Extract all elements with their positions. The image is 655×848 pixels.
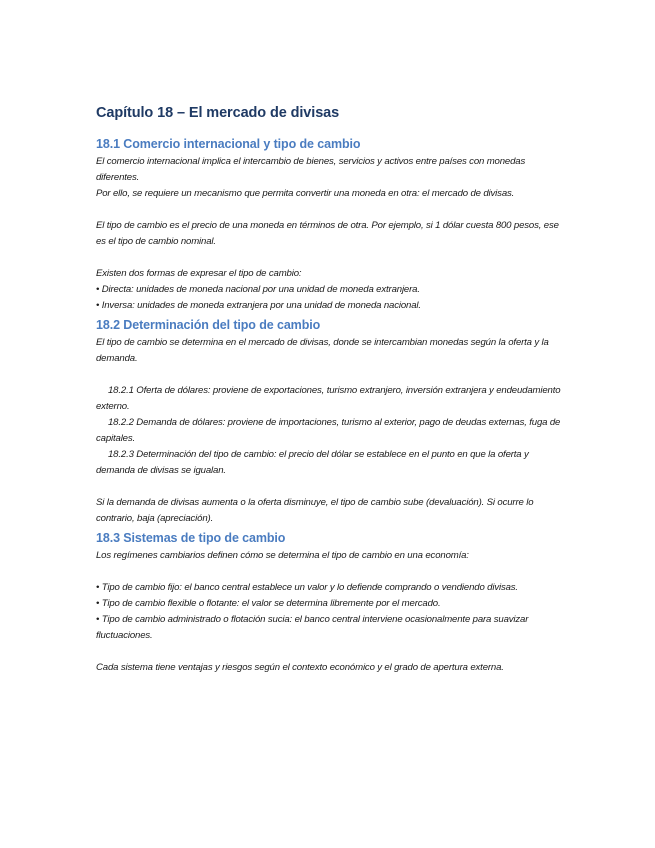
paragraph: Los regímenes cambiarios definen cómo se determina el tipo de cambio en una economía:: [96, 550, 469, 561]
paragraph: Si la demanda de divisas aumenta o la oferta disminuye, el tipo de cambio sube (devaluación). Si ocurre lo contrario, baja (apreciación).: [96, 497, 534, 524]
section-18-3: [96, 530, 564, 676]
blank-line: [96, 250, 564, 266]
paragraph: El tipo de cambio se determina en el mercado de divisas, donde se intercambian monedas según la oferta y la demanda.: [96, 337, 549, 364]
paragraph: El comercio internacional implica el intercambio de bienes, servicios y activos entre países con monedas diferentes.: [96, 156, 526, 183]
subsection-item: 18.2.2 Demanda de dólares: proviene de importaciones, turismo al exterior, pago de deudas externas, fuga de capitales.: [96, 417, 561, 444]
blank-line: [96, 644, 564, 660]
subsection-item: 18.2.1 Oferta de dólares: proviene de exportaciones, turismo extranjero, inversión extranjera y endeudamiento externo.: [96, 385, 561, 412]
subsection-item: 18.2.3 Determinación del tipo de cambio: el precio del dólar se establece en el punto en que la oferta y demanda de divisas se igualan.: [96, 449, 529, 476]
paragraph: Existen dos formas de expresar el tipo de cambio:: [96, 268, 302, 279]
section-heading: 18.1 Comercio internacional y tipo de cambio: [96, 137, 361, 151]
blank-line: [96, 564, 564, 580]
section-18-2: [96, 317, 564, 527]
bullet-item: • Directa: unidades de moneda nacional por una unidad de moneda extranjera.: [96, 284, 420, 295]
chapter-title: Capítulo 18 – El mercado de divisas: [96, 105, 340, 121]
bullet-item: • Inversa: unidades de moneda extranjera por una unidad de moneda nacional.: [96, 300, 421, 311]
bullet-item: • Tipo de cambio fijo: el banco central establece un valor y lo defiende comprando o vendiendo divisas.: [96, 582, 518, 593]
section-heading: 18.3 Sistemas de tipo de cambio: [96, 531, 286, 545]
section-18-1: [96, 136, 564, 314]
document-page: [96, 104, 564, 676]
paragraph: El tipo de cambio es el precio de una moneda en términos de otra. Por ejemplo, si 1 dólar cuesta 800 pesos, ese es el tipo de cambio nominal.: [96, 220, 559, 247]
blank-line: [96, 479, 564, 495]
paragraph: Por ello, se requiere un mecanismo que permita convertir una moneda en otra: el mercado de divisas.: [96, 188, 515, 199]
section-heading: 18.2 Determinación del tipo de cambio: [96, 318, 321, 332]
blank-line: [96, 202, 564, 218]
paragraph: Cada sistema tiene ventajas y riesgos según el contexto económico y el grado de apertura externa.: [96, 662, 504, 673]
bullet-item: • Tipo de cambio flexible o flotante: el valor se determina libremente por el mercado.: [96, 598, 441, 609]
blank-line: [96, 367, 564, 383]
bullet-item: • Tipo de cambio administrado o flotación sucia: el banco central interviene ocasionalmente para suavizar fluctuaciones.: [96, 614, 529, 641]
